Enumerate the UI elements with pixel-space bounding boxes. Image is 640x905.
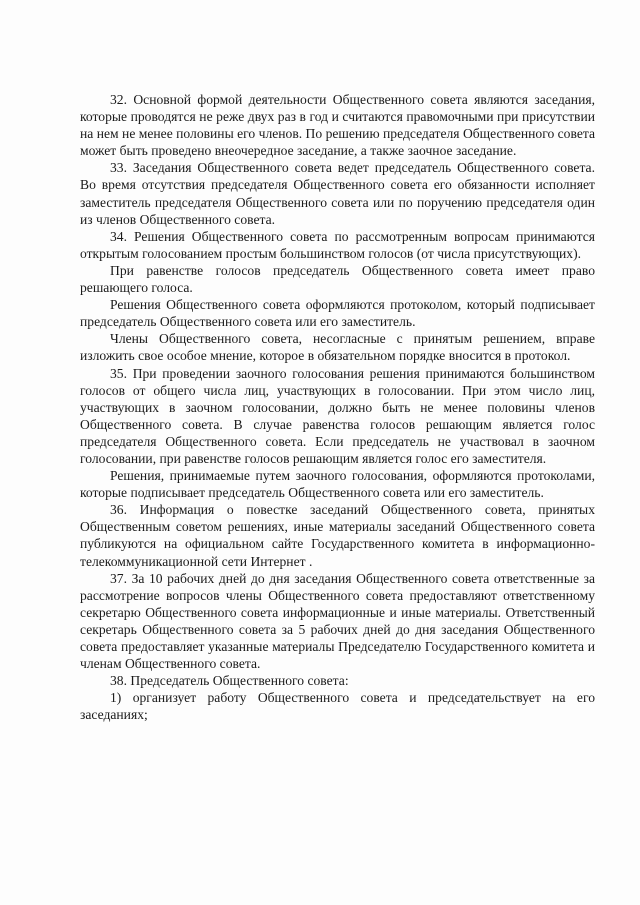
paragraph-34-dissent: Члены Общественного совета, несогласные с принятым решением, вправе изложить свое особое мнение, которое в обязательном порядке вносится в протокол. xyxy=(80,331,595,364)
paragraph-35: 35. При проведении заочного голосования решения принимаются большинством голосов от общего числа лиц, участвующих в голосовании. При этом число лиц, участвующих в заочном голосовании, должно быть не менее половины членов Общественного совета. В случае равенства голосов решающим является голос председателя Общественного совета. Если председатель не участвовал в заочном голосовании, при равенстве голосов решающим является голос его заместителя. xyxy=(80,365,595,466)
paragraph-36: 36. Информация о повестке заседаний Общественного совета, принятых Общественным советом решениях, иные материалы заседаний Общественного совета публикуются на официальном сайте Государственного комитета в информационно-телекоммуникационной сети Интернет . xyxy=(80,502,595,569)
paragraph-35-protocols: Решения, принимаемые путем заочного голосования, оформляются протоколами, которые подписывает председатель Общественного совета или его заместитель. xyxy=(80,468,595,501)
paragraph-32: 32. Основной формой деятельности Общественного совета являются заседания, которые проводятся не реже двух раз в год и считаются правомочными при присутствии на нем не менее половины его членов. По решению председателя Общественного совета может быть проведено внеочередное заседание, а также заочное заседание. xyxy=(80,92,595,159)
paragraph-38-item-1: 1) организует работу Общественного совета и председательствует на его заседаниях; xyxy=(80,690,595,723)
paragraph-37: 37. За 10 рабочих дней до дня заседания Общественного совета ответственные за рассмотрение вопросов члены Общественного совета предоставляют ответственному секретарю Общественного совета информационные и иные материалы. Ответственный секретарь Общественного совета за 5 рабочих дней до дня заседания Общественного совета предоставляет указанные материалы Председателю Государственного комитета и членам Общественного совета. xyxy=(80,570,595,672)
paragraph-33: 33. Заседания Общественного совета ведет председатель Общественного совета. Во время отсутствия председателя Общественного совета его обязанности исполняет заместитель председателя Общественного совета или по поручению председателя один из членов Общественного совета. xyxy=(80,160,595,227)
paragraph-38: 38. Председатель Общественного совета: xyxy=(110,673,349,689)
paragraph-34-protocol: Решения Общественного совета оформляются протоколом, который подписывает председатель Общественного совета или его заместитель. xyxy=(80,297,595,330)
paragraph-34-tie-vote: При равенстве голосов председатель Общественного совета имеет право решающего голоса. xyxy=(80,262,595,296)
paragraph-34: 34. Решения Общественного совета по рассмотренным вопросам принимаются открытым голосованием простым большинством голосов (от числа присутствующих). xyxy=(80,228,595,261)
document-body xyxy=(80,91,595,723)
